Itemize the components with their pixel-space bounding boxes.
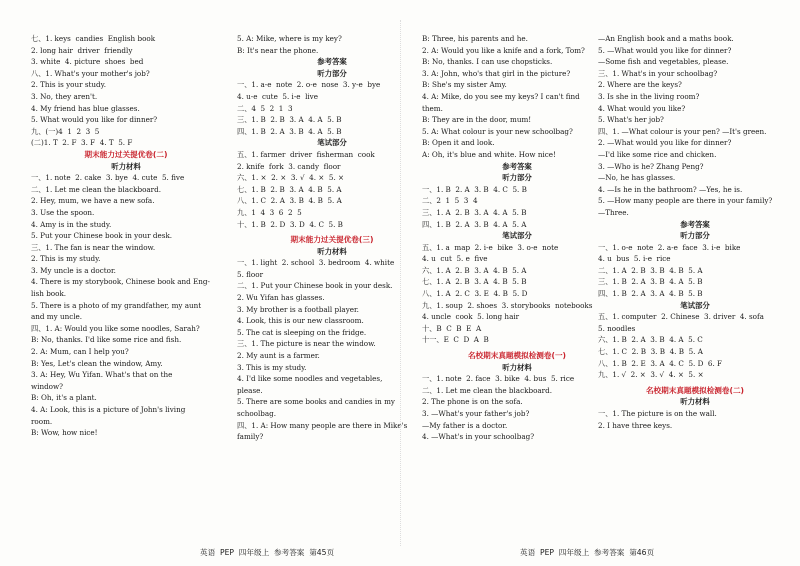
answer-line: 5. —What would you like for dinner?	[598, 45, 732, 55]
section-title: 名校期末真题模拟检测卷(二)	[645, 385, 745, 395]
column-4	[598, 33, 792, 431]
answer-line: lish book.	[31, 289, 67, 299]
answer-line: 七、1. keys candies English book	[31, 34, 156, 43]
answer-line: 九、1. √ 2. × 3. √ 4. × 5. ×	[598, 370, 704, 380]
answer-line: 4. My friend has blue glasses.	[31, 103, 140, 113]
answer-line: window?	[31, 381, 64, 391]
answer-line: 五、1. a map 2. i-e bike 3. o-e note	[422, 242, 559, 252]
answer-line: A: Oh, it's blue and white. How nice!	[422, 149, 556, 159]
answer-line: B: Three, his parents and he.	[422, 34, 528, 43]
answer-line: 二、4 5 2 1 3	[237, 103, 293, 113]
answer-line: 4. I'd like some noodles and vegetables,	[237, 374, 383, 384]
section-title: 名校期末真题模拟检测卷(一)	[467, 351, 567, 361]
answer-line: 3. Use the spoon.	[31, 207, 95, 217]
answer-line: 3. No, they aren't.	[31, 91, 98, 101]
answer-line: 二、1. Put your Chinese book in your desk.	[237, 281, 393, 291]
answer-line: 4. u-e cute 5. i-e live	[237, 91, 318, 101]
answer-line: 十、B C B E A	[422, 323, 482, 333]
answer-line: 4. There is my storybook, Chinese book and Eng-	[31, 277, 210, 287]
section-heading: 笔试部分	[680, 300, 710, 310]
answer-line: 2. knife fork 3. candy floor	[237, 161, 341, 171]
answer-line: 5. A: What colour is your new schoolbag?	[422, 126, 573, 136]
answer-line: 2. This is my study.	[31, 254, 101, 264]
answer-line: 3. This is my study.	[237, 362, 307, 372]
answer-line: 一、1. light 2. school 3. bedroom 4. white	[237, 258, 395, 268]
answer-line: B: Yes, Let's clean the window, Amy.	[31, 358, 163, 368]
answer-line: and my uncle.	[31, 312, 83, 322]
answer-line: 三、1. What's in your schoolbag?	[598, 68, 718, 78]
answer-line: 九、1 4 3 6 2 5	[237, 207, 302, 217]
answer-line: 4. Look, this is our new classroom.	[237, 316, 364, 326]
answer-line: 2. A: Mum, can I help you?	[31, 347, 129, 357]
answer-line: B: No, thanks. I can use chopsticks.	[422, 57, 553, 67]
answer-line: them.	[422, 103, 443, 113]
answer-line: 一、1. The picture is on the wall.	[598, 409, 717, 418]
answer-line: —My father is a doctor.	[422, 420, 508, 430]
section-heading: 笔试部分	[317, 138, 347, 148]
column-3	[422, 33, 612, 443]
answer-line: B: No, thanks. I'd like some rice and fish.	[31, 335, 182, 345]
answer-line: schoolbag.	[237, 409, 277, 418]
answer-line: 2. Where are the keys?	[598, 80, 682, 90]
answer-line: 八、1. C 2. A 3. B 4. B 5. A	[237, 196, 342, 206]
answer-line: 五、1. farmer driver fisherman cook	[237, 149, 375, 159]
answer-line: 五、1. computer 2. Chinese 3. driver 4. sofa	[598, 312, 764, 322]
page-footer-right: 英语 PEP 四年级上 参考答案 第46页	[520, 548, 655, 557]
answer-line: 六、1. × 2. × 3. √ 4. × 5. ×	[237, 173, 345, 183]
answer-line: 一、1. note 2. face 3. bike 4. bus 5. rice	[422, 374, 575, 384]
answer-line: 3. My brother is a football player.	[237, 304, 359, 314]
page-fold-divider	[400, 20, 401, 546]
answer-line: 3. My uncle is a doctor.	[31, 265, 116, 275]
answer-line: 2. Wu Yifan has glasses.	[237, 293, 325, 303]
answer-line: 一、1. B 2. A 3. B 4. C 5. B	[422, 184, 527, 194]
answer-line: 四、1. B 2. A 3. B 4. A 5. A	[422, 219, 527, 229]
answer-line: 八、1. A 2. C 3. E 4. B 5. D	[422, 289, 528, 299]
answer-line: 4. —What's in your schoolbag?	[422, 432, 535, 442]
answer-line: —Three.	[598, 207, 629, 217]
section-heading: 听力材料	[111, 161, 141, 171]
answer-line: B: It's near the phone.	[237, 45, 319, 55]
answer-line: 2. My aunt is a farmer.	[237, 351, 320, 361]
answer-line: —Some fish and vegetables, please.	[598, 57, 729, 67]
section-heading: 参考答案	[317, 57, 347, 67]
answer-line: 4. —Is he in the bathroom? —Yes, he is.	[598, 184, 743, 194]
answer-line: 九、1. soup 2. shoes 3. storybooks notebooks	[422, 300, 593, 310]
section-heading: 听力材料	[317, 246, 347, 256]
answer-line: 四、1. A: Would you like some noodles, Sarah?	[31, 323, 200, 333]
answer-line: 二、1. Let me clean the blackboard.	[422, 385, 553, 395]
answer-line: 2. I have three keys.	[598, 420, 673, 430]
answer-line: B: Open it and look.	[422, 138, 495, 148]
answer-line: 5. What's her job?	[598, 115, 664, 125]
answer-line: 5. There is a photo of my grandfather, my aunt	[31, 300, 202, 310]
answer-line: 5. noodles	[598, 323, 636, 333]
answer-line: 三、1. B 2. B 3. A 4. A 5. B	[237, 115, 342, 125]
answer-line: 3. —What's your father's job?	[422, 409, 530, 418]
answer-line: 4. What would you like?	[598, 103, 686, 113]
section-title: 期末能力过关提优卷(二)	[84, 149, 168, 159]
answer-line: 三、1. The picture is near the window.	[237, 339, 376, 349]
answer-line: 九、(一)4 1 2 3 5	[31, 126, 100, 136]
answer-line: 3. A: John, who's that girl in the picture?	[422, 68, 571, 78]
answer-line: 十一、E C D A B	[422, 335, 489, 345]
answer-line: 5. There are some books and candies in my	[237, 397, 395, 407]
answer-line: (二)1. T 2. F 3. F 4. T 5. F	[31, 138, 133, 148]
answer-line: B: Wow, how nice!	[31, 428, 98, 438]
column-2	[237, 33, 427, 443]
answer-line: 一、1. o-e note 2. a-e face 3. i-e bike	[598, 242, 741, 252]
answer-line: 2. This is your study.	[31, 80, 107, 90]
answer-line: 三、1. The fan is near the window.	[31, 242, 156, 252]
answer-line: 2. The phone is on the sofa.	[422, 397, 523, 407]
answer-line: 5. —How many people are there in your family?	[598, 196, 773, 206]
answer-line: —An English book and a maths book.	[598, 34, 734, 43]
answer-line: 3. A: Hey, Wu Yifan. What's that on the	[31, 370, 173, 380]
section-heading: 听力部分	[680, 231, 710, 241]
answer-line: 六、1. B 2. A 3. B 4. A 5. C	[598, 335, 703, 345]
section-heading: 听力材料	[680, 397, 710, 407]
answer-line: 二、2 1 5 3 4	[422, 196, 478, 206]
answer-line: B: Oh, it's a plant.	[31, 393, 97, 403]
answer-line: 六、1. A 2. B 3. A 4. B 5. A	[422, 265, 527, 275]
answer-line: 七、1. B 2. B 3. A 4. B 5. A	[237, 184, 342, 194]
answer-line: 四、1. B 2. A 3. A 4. B 5. B	[598, 289, 703, 299]
answer-line: room.	[31, 416, 53, 426]
answer-line: 七、1. A 2. B 3. A 4. B 5. B	[422, 277, 527, 287]
answer-line: 3. Is she in the living room?	[598, 91, 700, 101]
section-heading: 参考答案	[680, 219, 710, 229]
answer-line: 5. A: Mike, where is my key?	[237, 34, 342, 43]
answer-line: B: They are in the door, mum!	[422, 115, 532, 125]
answer-line: 十、1. B 2. D 3. D 4. C 5. B	[237, 219, 343, 229]
section-heading: 参考答案	[502, 161, 532, 171]
section-heading: 听力部分	[502, 173, 532, 183]
answer-line: 5. The cat is sleeping on the fridge.	[237, 327, 367, 337]
section-heading: 笔试部分	[502, 231, 532, 241]
section-heading: 听力材料	[502, 362, 532, 372]
section-heading: 听力部分	[317, 68, 347, 78]
answer-line: 三、1. A 2. B 3. A 4. A 5. B	[422, 207, 527, 217]
answer-line: 七、1. C 2. B 3. B 4. B 5. A	[598, 347, 703, 357]
answer-line: —No, he has glasses.	[598, 173, 676, 183]
answer-line: 八、1. B 2. E 3. A 4. C 5. D 6. F	[598, 358, 723, 368]
answer-line: —I'd like some rice and chicken.	[598, 149, 717, 159]
answer-line: 5. Put your Chinese book in your desk.	[31, 231, 173, 241]
answer-line: 4. Amy is in the study.	[31, 219, 112, 229]
answer-line: 三、1. B 2. A 3. B 4. A 5. B	[598, 277, 703, 287]
column-1	[31, 33, 221, 439]
answer-line: 2. A: Would you like a knife and a fork, Tom?	[422, 45, 585, 55]
answer-line: 二、1. A 2. B 3. B 4. B 5. A	[598, 265, 703, 275]
answer-line: 5. floor	[237, 269, 264, 279]
answer-line: 4. A: Look, this is a picture of John's living	[31, 405, 186, 414]
answer-line: B: She's my sister Amy.	[422, 80, 507, 90]
answer-line: 四、1. A: How many people are there in Mike's	[237, 420, 408, 430]
answer-line: 一、1. note 2. cake 3. bye 4. cute 5. five	[31, 173, 185, 183]
section-title: 期末能力过关提优卷(三)	[290, 235, 374, 245]
answer-line: 4. A: Mike, do you see my keys? I can't find	[422, 91, 580, 101]
answer-line: family?	[237, 432, 264, 442]
answer-line: 2. —What would you like for dinner?	[598, 138, 732, 148]
answer-line: 3. —Who is he? Zhang Peng?	[598, 161, 704, 171]
answer-line: 4. uncle cook 5. long hair	[422, 312, 520, 322]
answer-line: 3. white 4. picture shoes bed	[31, 57, 144, 67]
answer-line: please.	[237, 385, 263, 395]
answer-line: 2. long hair driver friendly	[31, 45, 133, 55]
answer-line: 4. u cut 5. e five	[422, 254, 488, 264]
answer-line: 5. What would you like for dinner?	[31, 115, 158, 125]
answer-line: 一、1. a-e note 2. o-e nose 3. y-e bye	[237, 80, 381, 90]
answer-line: 八、1. What's your mother's job?	[31, 68, 150, 78]
answer-line: 四、1. B 2. A 3. B 4. A 5. B	[237, 126, 342, 136]
answer-line: 四、1. —What colour is your pen? —It's green.	[598, 126, 767, 136]
page-footer-left: 英语 PEP 四年级上 参考答案 第45页	[200, 548, 335, 557]
answer-line: 2. Hey, mum, we have a new sofa.	[31, 196, 155, 206]
answer-line: 二、1. Let me clean the blackboard.	[31, 184, 162, 194]
answer-line: 4. u bus 5. i-e rice	[598, 254, 671, 264]
